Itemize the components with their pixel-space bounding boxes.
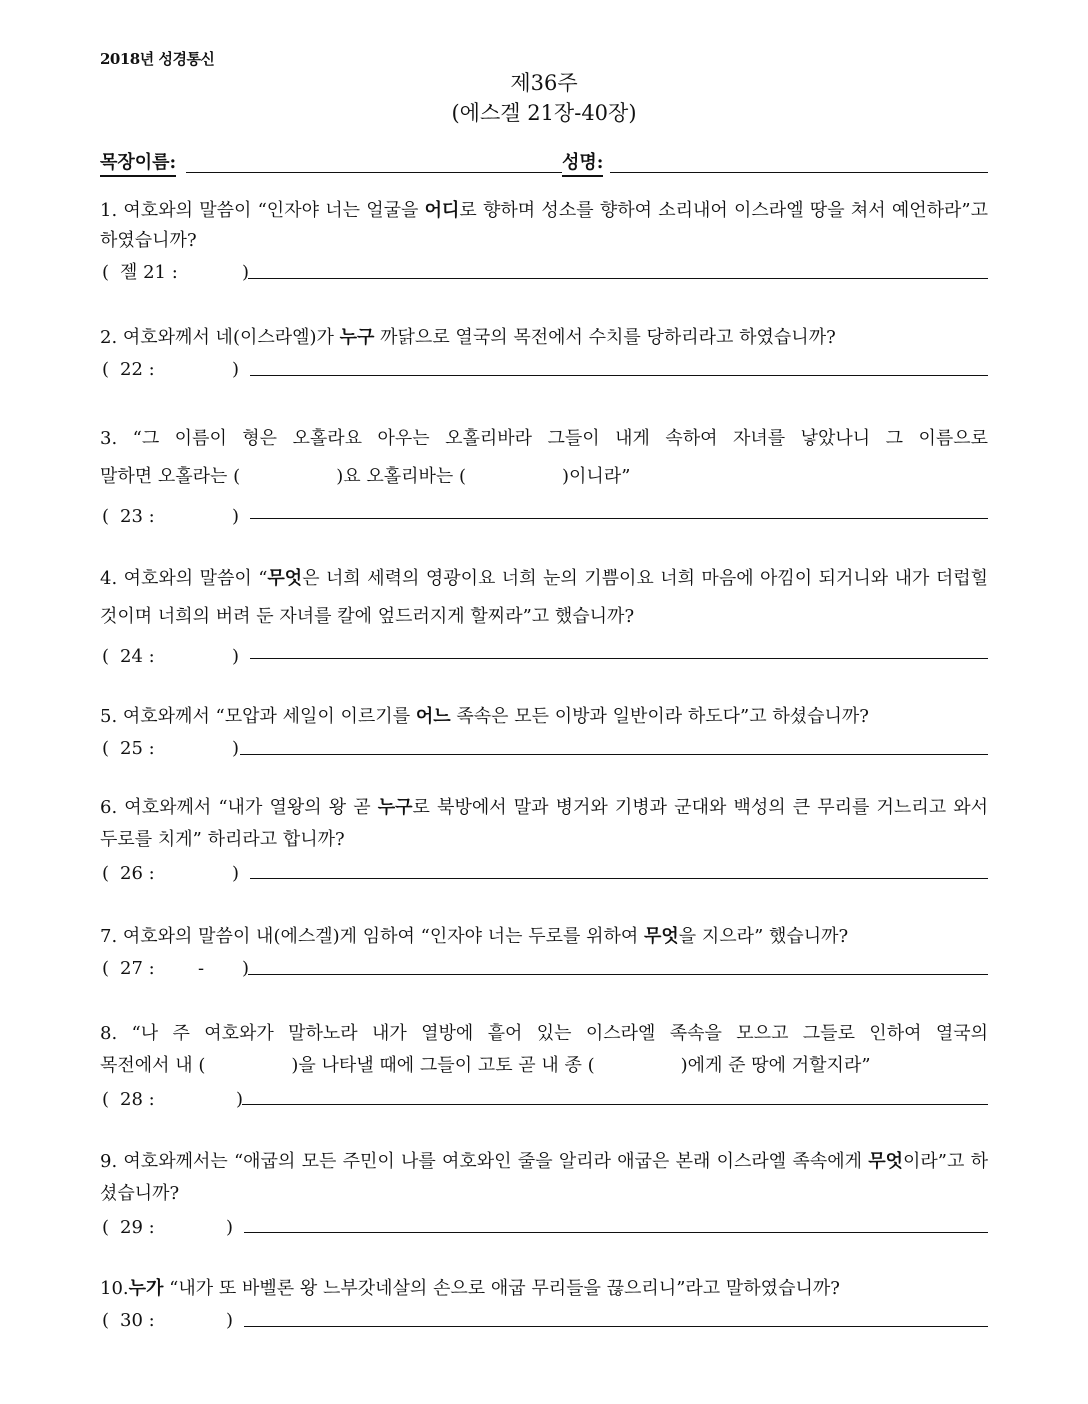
question-6 bbox=[100, 792, 988, 882]
name-row bbox=[100, 148, 988, 174]
student-name-field[interactable] bbox=[610, 172, 988, 173]
week-title: 제36주 bbox=[510, 71, 578, 95]
pastor-label: 목장이름: bbox=[100, 148, 176, 177]
question-2 bbox=[100, 323, 988, 379]
pastor-name-field[interactable] bbox=[186, 172, 562, 173]
question-3 bbox=[100, 420, 988, 527]
answer-line[interactable] bbox=[244, 1326, 988, 1327]
answer-row: ( 30 : ) bbox=[100, 1306, 988, 1330]
answer-row: ( 26 : ) bbox=[100, 858, 988, 882]
question-text: 8. “나 주 여호와가 말하노라 내가 열방에 흩어 있는 이스라엘 족속을 모으고 그들로 인하여 열국의 bbox=[100, 1023, 988, 1044]
answer-row: ( 25 : ) bbox=[100, 734, 988, 758]
question-text: 2. 여호와께서 네(이스라엘)가 누구 까닭으로 열국의 목전에서 수치를 당하리라고 하였습니까? bbox=[100, 327, 836, 348]
answer-line[interactable] bbox=[244, 1232, 988, 1233]
question-text: 10.누가 “내가 또 바벨론 왕 느부갓네살의 손으로 애굽 무리들을 끊으리니”라고 말하였습니까? bbox=[100, 1278, 840, 1299]
answer-line[interactable] bbox=[248, 974, 988, 975]
answer-row: ( 27 : - ) bbox=[100, 954, 988, 978]
answer-row: ( 29 : ) bbox=[100, 1212, 988, 1236]
question-7 bbox=[100, 922, 988, 978]
question-text: 7. 여호와의 말씀이 내(에스겔)게 임하여 “인자야 너는 두로를 위하여 무엇을 지으라” 했습니까? bbox=[100, 926, 849, 947]
answer-row: ( 28 : ) bbox=[100, 1084, 988, 1108]
question-4 bbox=[100, 560, 988, 667]
question-text-line2: 목전에서 내 ( )을 나타낼 때에 그들이 고토 곧 내 종 ( )에게 준 땅에 거할지라” bbox=[100, 1055, 871, 1076]
question-text: 9. 여호와께서는 “애굽의 모든 주민이 나를 여호와인 줄을 알리라 애굽은 본래 이스라엘 족속에게 무엇이라”고 하셨습니까? bbox=[100, 1151, 988, 1204]
name-label: 성명: bbox=[562, 148, 603, 177]
answer-line[interactable] bbox=[250, 375, 988, 376]
answer-line[interactable] bbox=[248, 278, 988, 279]
answer-line[interactable] bbox=[250, 518, 988, 519]
document-header: 2018년 성경통신 bbox=[100, 50, 215, 68]
question-text-line2: 말하면 오홀라는 ( )요 오홀리바는 ( )이니라” bbox=[100, 466, 631, 487]
answer-line[interactable] bbox=[240, 754, 988, 755]
question-text: 1. 여호와의 말씀이 “인자야 너는 얼굴을 어디로 향하며 성소를 향하여 소리내어 이스라엘 땅을 쳐서 예언하라”고 하였습니까? bbox=[100, 200, 988, 251]
answer-row: ( 22 : ) bbox=[100, 355, 988, 379]
answer-row: ( 23 : ) bbox=[100, 498, 988, 522]
question-1 bbox=[100, 196, 988, 282]
question-8 bbox=[100, 1018, 988, 1108]
chapter-range: (에스겔 21장-40장) bbox=[451, 101, 637, 125]
question-text: 3. “그 이름이 형은 오홀라요 아우는 오홀리바라 그들이 내게 속하여 자녀를 낳았나니 그 이름으로 bbox=[100, 428, 988, 449]
question-10 bbox=[100, 1274, 988, 1330]
answer-line[interactable] bbox=[250, 878, 988, 879]
question-9 bbox=[100, 1146, 988, 1236]
answer-row: ( 젤 21 : ) bbox=[100, 258, 988, 282]
answer-row: ( 24 : ) bbox=[100, 638, 988, 662]
question-text: 4. 여호와의 말씀이 “무엇은 너희 세력의 영광이요 너희 눈의 기쁨이요 너희 마음에 아낌이 되거니와 내가 더럽힐 것이며 너희의 버려 둔 자녀를 칼에 엎드러지게 할찌라”고 했습니까? bbox=[100, 568, 988, 627]
answer-line[interactable] bbox=[242, 1104, 988, 1105]
question-5 bbox=[100, 702, 988, 758]
question-text: 5. 여호와께서 “모압과 세일이 이르기를 어느 족속은 모든 이방과 일반이라 하도다”고 하셨습니까? bbox=[100, 706, 869, 727]
answer-line[interactable] bbox=[250, 658, 988, 659]
question-text: 6. 여호와께서 “내가 열왕의 왕 곧 누구로 북방에서 말과 병거와 기병과 군대와 백성의 큰 무리를 거느리고 와서 두로를 치게” 하리라고 합니까? bbox=[100, 797, 988, 850]
